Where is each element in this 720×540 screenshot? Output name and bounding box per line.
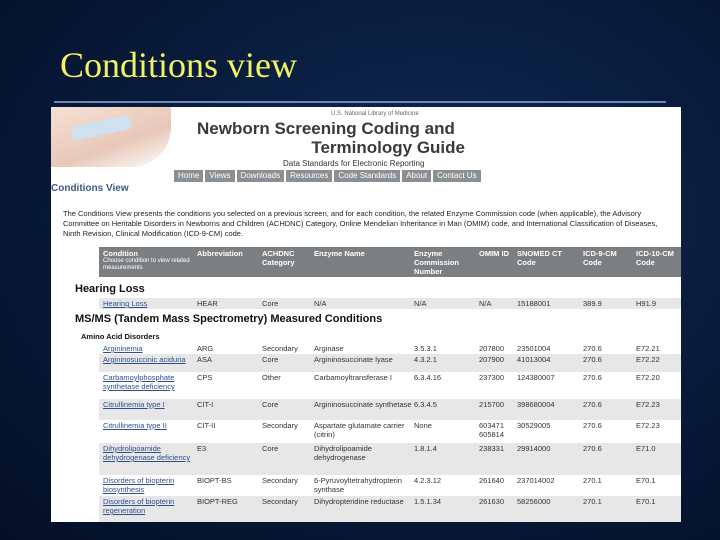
cell-enzyme-name: Arginase [314,344,344,353]
table-row [99,354,681,372]
site-title-line1: Newborn Screening Coding and [197,119,455,138]
cell-icd9: 270.6 [583,373,602,382]
cell-snomed: 23501004 [517,344,551,353]
nav-home[interactable]: Home [174,170,203,182]
cell-omim-id: 237300 [479,373,505,382]
cell-omim-id: 603471 605814 [479,421,505,439]
cell-enzyme-name: N/A [314,299,327,308]
wristband-graphic [70,115,132,141]
screenshot-panel [51,107,681,522]
header-achdnc-category[interactable]: ACHDNC Category [262,249,295,267]
site-title [197,119,477,157]
cell-abbreviation: HEAR [197,299,218,308]
cell-icd10: E72.22 [636,355,660,364]
cell-snomed: 30529005 [517,421,551,430]
cell-category: Core [262,400,279,409]
cell-omim-id: 238331 [479,444,505,453]
cell-category: Secondary [262,497,298,506]
header-condition-label: Condition [103,249,138,258]
nav-resources[interactable]: Resources [286,170,332,182]
subsection-amino-acid: Amino Acid Disorders [81,332,160,341]
condition-link[interactable]: Argininosuccinic aciduria [103,355,186,364]
table-row [99,399,681,420]
header-icd10-code[interactable]: ICD-10-CM Code [636,249,674,267]
condition-link[interactable]: Citrullinemia type I [103,400,165,409]
site-subtitle: Data Standards for Electronic Reporting [283,159,425,168]
cell-omim-id: 215700 [479,400,505,409]
table-header [99,247,681,277]
condition-link[interactable]: Disorders of biopterin regeneration [103,497,175,515]
section-hearing-loss: Hearing Loss [75,283,145,295]
table-row [99,343,681,354]
cell-icd10: E72.21 [636,344,660,353]
cell-abbreviation: CIT-I [197,400,214,409]
cell-ec-number: N/A [414,299,427,308]
slide-title: Conditions view [60,45,298,85]
cell-icd10: E70.1 [636,476,656,485]
cell-snomed: 15188001 [517,299,551,308]
table-row [99,475,681,496]
cell-enzyme-name: Dihydropteridine reductase [314,497,404,506]
cell-icd10: E72.20 [636,373,660,382]
cell-icd9: 270.1 [583,476,602,485]
cell-icd9: 270.6 [583,400,602,409]
cell-enzyme-name: Argininosuccinate synthetase [314,400,412,409]
cell-icd10: E70.1 [636,497,656,506]
header-enzyme-commission-number[interactable]: Enzyme Commission Number [414,249,460,276]
cell-abbreviation: BIOPT-REG [197,497,238,506]
cell-ec-number: 6.3.4.16 [414,373,442,382]
cell-enzyme-name: Dihydrolipoamide dehydrogenase [314,444,372,462]
cell-enzyme-name: Carbamoyltransferase I [314,373,392,382]
cell-icd9: 389.9 [583,299,602,308]
cell-snomed: 124380007 [517,373,555,382]
cell-icd10: H91.9 [636,299,657,308]
cell-ec-number: 3.5.3.1 [414,344,437,353]
view-intro: The Conditions View presents the conditions you selected on a previous screen, and for each condition, the related Enzyme Commission code (when applicable), the Advisory Committee on Heritable Disorders in Newborns and Children (ACHDNC) Category, Online Mendelian Inheritance in Man (OMIM) code, and International Classification of Diseases, Ninth Revision, Clinical Modification (ICD-9-CM) code. [63,209,658,238]
table-row [99,372,681,399]
condition-link[interactable]: Disorders of biopterin biosynthesis [103,476,175,494]
cell-category: Core [262,355,279,364]
cell-snomed: 29914000 [517,444,551,453]
nav-bar [174,170,481,182]
header-condition-note: Choose condition to view related measurements [103,258,190,271]
cell-category: Secondary [262,344,298,353]
table-row [99,420,681,443]
nav-code-standards[interactable]: Code Standards [334,170,400,182]
cell-ec-number: 1.5.1.34 [414,497,442,506]
header-abbreviation[interactable]: Abbreviation [197,249,243,258]
cell-ec-number: 4.2.3.12 [414,476,442,485]
org-name: U.S. National Library of Medicine [331,111,419,117]
cell-ec-number: None [414,421,432,430]
cell-category: Core [262,444,279,453]
view-heading: Conditions View [51,183,129,194]
cell-snomed: 398680004 [517,400,555,409]
cell-category: Other [262,373,281,382]
cell-icd9: 270.6 [583,355,602,364]
site-header [51,107,681,185]
cell-icd9: 270.6 [583,444,602,453]
cell-abbreviation: ASA [197,355,213,364]
cell-omim-id: 261630 [479,497,505,506]
cell-snomed: 58256000 [517,497,551,506]
cell-icd9: 270.6 [583,421,602,430]
baby-feet-image [51,107,171,167]
cell-omim-id: 207800 [479,344,505,353]
condition-link[interactable]: Carbamoylphosphate synthetase deficiency [103,373,175,391]
cell-icd10: E71.0 [636,444,656,453]
condition-link[interactable]: Argininemia [103,344,143,353]
cell-snomed: 41013004 [517,355,551,364]
header-enzyme-name[interactable]: Enzyme Name [314,249,365,258]
cell-abbreviation: BIOPT-BS [197,476,232,485]
cell-ec-number: 4.3.2.1 [414,355,437,364]
header-snomed-ct-code[interactable]: SNOMED CT Code [517,249,562,267]
condition-link[interactable]: Citrullinemia type II [103,421,167,430]
cell-abbreviation: CPS [197,373,213,382]
nav-downloads[interactable]: Downloads [237,170,285,182]
cell-icd9: 270.6 [583,344,602,353]
site-title-line2: Terminology Guide [311,138,465,157]
cell-category: Secondary [262,476,298,485]
nav-about[interactable]: About [402,170,431,182]
header-icd9-code[interactable]: ICD-9-CM Code [583,249,617,267]
cell-abbreviation: CIT-II [197,421,216,430]
table-row [99,443,681,475]
cell-abbreviation: E3 [197,444,207,453]
cell-ec-number: 6.3.4.5 [414,400,437,409]
cell-enzyme-name: Argininosuccinate lyase [314,355,393,364]
cell-enzyme-name: Aspartate glutamate carrier (citrin) [314,421,405,439]
nav-views[interactable]: Views [205,170,234,182]
cell-category: Secondary [262,421,298,430]
cell-abbreviation: ARG [197,344,214,353]
nav-contact-us[interactable]: Contact Us [433,170,481,182]
cell-enzyme-name: 6-Pyruvoyltetrahydropterin synthase [314,476,402,494]
cell-category: Core [262,299,279,308]
cell-snomed: 237014002 [517,476,555,485]
cell-omim-id: 207900 [479,355,505,364]
section-msms: MS/MS (Tandem Mass Spectrometry) Measured Conditions [75,313,383,325]
cell-icd9: 270.1 [583,497,602,506]
cell-omim-id: 261640 [479,476,505,485]
header-condition[interactable] [103,249,193,272]
title-divider [54,101,666,103]
cell-omim-id: N/A [479,299,492,308]
condition-link[interactable]: Hearing Loss [103,299,148,308]
table-row [99,496,681,522]
cell-ec-number: 1.8.1.4 [414,444,437,453]
condition-link[interactable]: Dihydrolipoamide dehydrogenase deficiency [103,444,191,462]
cell-icd10: E72.23 [636,400,660,409]
header-omim-id[interactable]: OMIM ID [479,249,509,258]
cell-icd10: E72.23 [636,421,660,430]
table-row [99,298,681,309]
